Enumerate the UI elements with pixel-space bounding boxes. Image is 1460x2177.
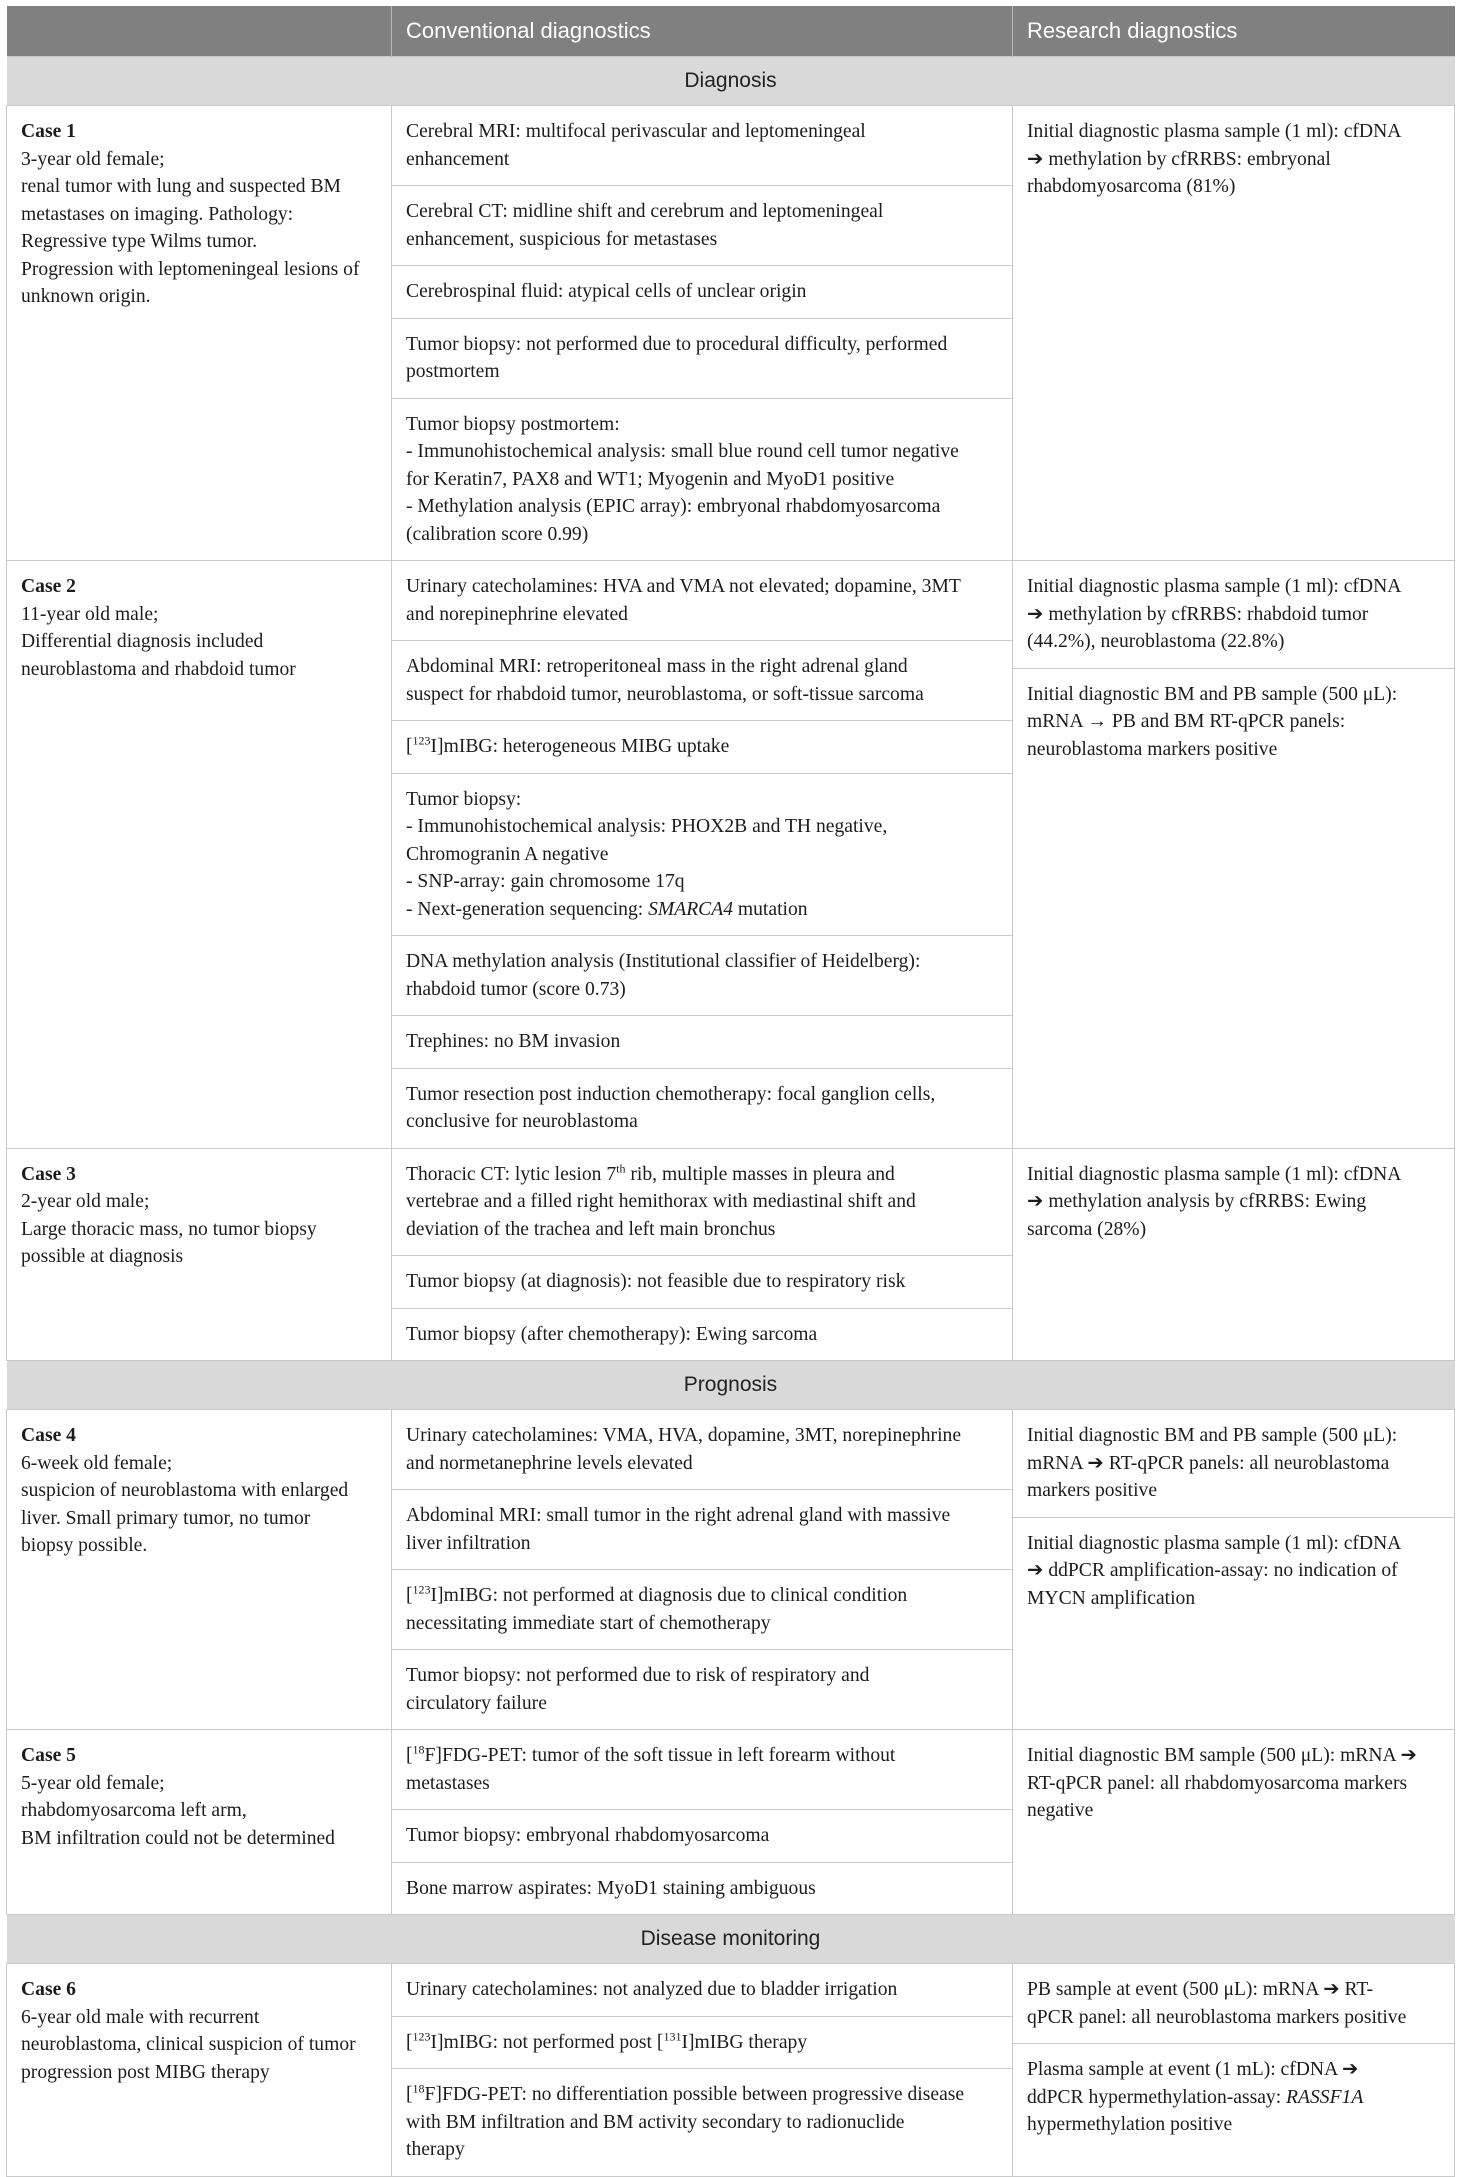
text-segment: enhancement <box>406 148 510 170</box>
text-segment: Cerebral CT: midline shift and cerebrum and leptomeningeal <box>406 201 884 222</box>
case-detail-line: Progression with leptomeningeal lesions of <box>21 258 360 280</box>
conventional-cell <box>392 1863 1012 1915</box>
case-detail-line: rhabdomyosarcoma left arm, <box>21 1800 247 1821</box>
case-detail-line: suspicion of neuroblastoma with enlarged <box>21 1480 349 1501</box>
text-segment: neuroblastoma markers positive <box>1027 738 1278 760</box>
text-line <box>1027 628 1440 656</box>
case-detail-line: BM infiltration could not be determined <box>21 1827 335 1849</box>
text-line <box>406 118 998 146</box>
case-row <box>7 106 1455 561</box>
text-segment: Cerebrospinal fluid: atypical cells of unclear origin <box>406 281 807 302</box>
text-line <box>406 521 998 549</box>
case-label: Case 6 <box>21 1979 76 2000</box>
text-segment: hypermethylation positive <box>1027 2114 1233 2135</box>
case-description <box>7 561 392 1149</box>
research-diagnostics <box>1013 1410 1455 1730</box>
text-line <box>406 1530 998 1558</box>
research-cell <box>1013 1149 1454 1256</box>
text-line <box>1027 1477 1440 1505</box>
text-line <box>406 1450 998 1478</box>
text-line <box>406 1108 998 1136</box>
case-detail-line: progression post MIBG therapy <box>21 2061 270 2083</box>
case-detail-line: renal tumor with lung and suspected BM <box>21 176 341 197</box>
text-line <box>1027 118 1440 146</box>
conventional-diagnostics <box>392 1410 1013 1730</box>
text-line <box>406 1976 998 2004</box>
case-label: Case 2 <box>21 576 76 597</box>
conventional-cell <box>392 1016 1012 1069</box>
text-line <box>406 948 998 976</box>
text-segment: deviation of the trachea and left main bronchus <box>406 1218 776 1240</box>
header-case <box>7 6 392 57</box>
case-row <box>7 1410 1455 1730</box>
case-detail-line: neuroblastoma and rhabdoid tumor <box>21 658 296 680</box>
section-row <box>7 1915 1455 1964</box>
conventional-cell <box>392 1810 1012 1863</box>
research-cell <box>1013 1518 1454 1625</box>
case-detail-line: biopsy possible. <box>21 1535 148 1556</box>
conventional-cell <box>392 561 1012 641</box>
text-segment: qPCR panel: all neuroblastoma markers positive <box>1027 2006 1407 2028</box>
conventional-cell <box>392 1570 1012 1650</box>
text-line <box>406 786 998 814</box>
text-line <box>406 1081 998 1109</box>
diagnostics-table <box>6 6 1455 2177</box>
conventional-cell <box>392 1410 1012 1490</box>
text-line <box>1027 146 1440 174</box>
text-segment: liver infiltration <box>406 1532 531 1554</box>
superscript: 131 <box>663 2028 682 2043</box>
text-segment: PB sample at event (500 μL): mRNA ➔ RT- <box>1027 1979 1374 2000</box>
case-label: Case 1 <box>21 121 76 142</box>
text-segment: Abdominal MRI: retroperitoneal mass in the right adrenal gland <box>406 656 908 677</box>
text-segment: F]FDG-PET: no differentiation possible between progressive disease <box>424 2084 965 2105</box>
text-segment: MYCN amplification <box>1027 1587 1196 1609</box>
text-segment: ➔ methylation by cfRRBS: rhabdoid tumor <box>1027 603 1369 625</box>
text-line <box>406 1875 998 1903</box>
gene-name: SMARCA4 <box>648 898 733 920</box>
text-segment: ddPCR hypermethylation-assay: <box>1027 2086 1287 2108</box>
text-segment: (44.2%), neuroblastoma (22.8%) <box>1027 631 1285 652</box>
text-segment: mRNA ➔ RT-qPCR panels: all neuroblastoma <box>1027 1452 1390 1474</box>
section-title: Disease monitoring <box>7 1915 1455 1964</box>
text-segment: Tumor biopsy: not performed due to risk of respiratory and <box>406 1665 870 1686</box>
case-description <box>7 1410 392 1730</box>
text-line <box>406 681 998 709</box>
research-diagnostics <box>1013 1964 1455 2177</box>
case-detail-line: 6-week old female; <box>21 1452 173 1474</box>
text-segment: RT-qPCR panel: all rhabdomyosarcoma markers <box>1027 1772 1408 1794</box>
text-segment: [ <box>406 2031 413 2053</box>
text-line <box>406 331 998 359</box>
case-detail-line: Differential diagnosis included <box>21 631 264 652</box>
text-segment: and norepinephrine elevated <box>406 603 628 625</box>
conventional-cell <box>392 1730 1012 1810</box>
text-segment: - Immunohistochemical analysis: small blue round cell tumor negative <box>406 441 959 462</box>
text-line <box>1027 1188 1440 1216</box>
superscript: 123 <box>412 2028 431 2043</box>
text-line <box>1027 2084 1440 2112</box>
text-segment: F]FDG-PET: tumor of the soft tissue in left forearm without <box>424 1745 896 1766</box>
text-line <box>1027 1797 1440 1825</box>
conventional-cell <box>392 1650 1012 1729</box>
text-segment: Cerebral MRI: multifocal perivascular and leptomeningeal <box>406 121 866 142</box>
case-label: Case 4 <box>21 1425 76 1446</box>
text-segment: rhabdomyosarcoma (81%) <box>1027 176 1236 197</box>
text-line <box>1027 1976 1440 2004</box>
table-header-row <box>7 6 1455 57</box>
text-line <box>406 1770 998 1798</box>
text-line <box>1027 573 1440 601</box>
table-body <box>7 57 1455 2177</box>
text-line <box>406 411 998 439</box>
text-line <box>1027 1585 1440 1613</box>
text-segment: I]mIBG therapy <box>681 2031 808 2053</box>
text-segment: mRNA → PB and BM RT-qPCR panels: <box>1027 711 1346 732</box>
text-segment: rib, multiple masses in pleura and <box>625 1163 895 1185</box>
case-row <box>7 1964 1455 2177</box>
conventional-cell <box>392 186 1012 266</box>
text-segment: mutation <box>733 898 808 920</box>
text-segment: Initial diagnostic plasma sample (1 ml): cfDNA <box>1027 1163 1402 1185</box>
case-detail-line: Regressive type Wilms tumor. <box>21 231 258 252</box>
text-segment: suspect for rhabdoid tumor, neuroblastoma, or soft-tissue sarcoma <box>406 683 924 705</box>
text-segment: Initial diagnostic plasma sample (1 ml): cfDNA <box>1027 1532 1402 1554</box>
text-segment: markers positive <box>1027 1480 1158 1501</box>
conventional-cell <box>392 1069 1012 1148</box>
superscript: 123 <box>412 1582 431 1597</box>
text-segment: circulatory failure <box>406 1692 547 1714</box>
text-segment: and normetanephrine levels elevated <box>406 1452 693 1474</box>
conventional-diagnostics <box>392 1148 1013 1361</box>
text-segment: therapy <box>406 2139 465 2160</box>
conventional-cell <box>392 399 1012 561</box>
conventional-cell <box>392 936 1012 1016</box>
research-diagnostics <box>1013 106 1455 561</box>
text-line <box>406 601 998 629</box>
text-line <box>1027 1557 1440 1585</box>
text-line <box>406 2081 998 2109</box>
text-segment: Tumor biopsy postmortem: <box>406 413 620 435</box>
text-segment: rhabdoid tumor (score 0.73) <box>406 978 626 1000</box>
conventional-diagnostics <box>392 1964 1013 2177</box>
text-line <box>406 1188 998 1216</box>
research-cell <box>1013 2044 1454 2151</box>
conventional-cell <box>392 2017 1012 2070</box>
text-line <box>406 976 998 1004</box>
text-line <box>406 1742 998 1770</box>
text-segment: I]mIBG: not performed at diagnosis due to clinical condition <box>430 1585 908 1606</box>
text-line <box>406 1502 998 1530</box>
section-row <box>7 1361 1455 1410</box>
text-line <box>1027 601 1440 629</box>
text-segment: for Keratin7, PAX8 and WT1; Myogenin and MyoD1 positive <box>406 468 895 490</box>
case-detail-line: 3-year old female; <box>21 148 165 170</box>
text-segment: sarcoma (28%) <box>1027 1218 1147 1240</box>
research-cell <box>1013 106 1454 213</box>
text-segment: Plasma sample at event (1 mL): cfDNA ➔ <box>1027 2059 1359 2080</box>
superscript: 123 <box>412 733 431 748</box>
text-line <box>1027 1216 1440 1244</box>
text-line <box>1027 1450 1440 1478</box>
case-description <box>7 1964 392 2177</box>
text-segment: ➔ methylation analysis by cfRRBS: Ewing <box>1027 1191 1367 1212</box>
text-line <box>406 2136 998 2164</box>
case-detail-line: liver. Small primary tumor, no tumor <box>21 1507 311 1529</box>
text-segment: ➔ methylation by cfRRBS: embryonal <box>1027 148 1331 170</box>
text-segment: Initial diagnostic plasma sample (1 ml): cfDNA <box>1027 121 1402 142</box>
text-segment: negative <box>1027 1800 1094 1821</box>
case-description <box>7 1730 392 1915</box>
text-segment: Tumor biopsy: embryonal rhabdomyosarcoma <box>406 1825 770 1846</box>
text-segment: Bone marrow aspirates: MyoD1 staining ambiguous <box>406 1877 816 1899</box>
text-segment: enhancement, suspicious for metastases <box>406 228 718 250</box>
case-detail-line: Large thoracic mass, no tumor biopsy <box>21 1218 317 1240</box>
text-line <box>406 1268 998 1296</box>
text-segment: [ <box>406 736 413 757</box>
case-detail-line: neuroblastoma, clinical suspicion of tumor <box>21 2034 356 2055</box>
text-segment: conclusive for neuroblastoma <box>406 1111 638 1132</box>
superscript: 18 <box>412 2081 425 2096</box>
text-line <box>406 896 998 924</box>
research-diagnostics <box>1013 561 1455 1149</box>
case-row <box>7 1148 1455 1361</box>
superscript: th <box>616 1160 626 1175</box>
text-line <box>406 868 998 896</box>
text-segment: Urinary catecholamines: VMA, HVA, dopamine, 3MT, norepinephrine <box>406 1425 962 1446</box>
text-segment: Initial diagnostic plasma sample (1 ml): cfDNA <box>1027 576 1402 597</box>
text-line <box>1027 1770 1440 1798</box>
research-cell <box>1013 1964 1454 2044</box>
text-segment: metastases <box>406 1772 490 1794</box>
conventional-cell <box>392 1256 1012 1309</box>
text-segment: Tumor biopsy (after chemotherapy): Ewing sarcoma <box>406 1323 818 1345</box>
header-research-diagnostics: Research diagnostics <box>1013 6 1455 57</box>
case-detail-line: possible at diagnosis <box>21 1246 184 1267</box>
case-description <box>7 106 392 561</box>
text-segment: necessitating immediate start of chemotherapy <box>406 1612 771 1634</box>
research-cell <box>1013 1730 1454 1837</box>
superscript: 18 <box>412 1742 425 1757</box>
text-segment: DNA methylation analysis (Institutional classifier of Heidelberg): <box>406 951 921 972</box>
conventional-cell <box>392 1309 1012 1361</box>
text-line <box>406 278 998 306</box>
case-detail-line: 2-year old male; <box>21 1191 150 1212</box>
case-detail-line: 5-year old female; <box>21 1772 165 1794</box>
text-line <box>1027 1742 1440 1770</box>
text-line <box>1027 736 1440 764</box>
text-segment: Tumor biopsy (at diagnosis): not feasible due to respiratory risk <box>406 1271 906 1292</box>
text-segment: Chromogranin A negative <box>406 843 609 865</box>
case-detail-line: 11-year old male; <box>21 603 159 625</box>
research-cell <box>1013 669 1454 776</box>
text-line <box>406 493 998 521</box>
text-line <box>406 1690 998 1718</box>
text-segment: - Immunohistochemical analysis: PHOX2B and TH negative, <box>406 816 888 837</box>
text-line <box>406 146 998 174</box>
header-conventional-diagnostics: Conventional diagnostics <box>392 6 1013 57</box>
section-row <box>7 57 1455 106</box>
case-row <box>7 561 1455 1149</box>
text-segment: [ <box>406 1585 413 1606</box>
text-line <box>406 2029 998 2057</box>
text-segment: with BM infiltration and BM activity secondary to radionuclide <box>406 2111 905 2133</box>
case-detail-line: 6-year old male with recurrent <box>21 2006 260 2028</box>
conventional-cell <box>392 266 1012 319</box>
gene-name: RASSF1A <box>1286 2086 1364 2108</box>
text-segment: [ <box>406 1745 413 1766</box>
text-line <box>406 573 998 601</box>
text-segment: Tumor biopsy: <box>406 788 522 810</box>
text-line <box>1027 2111 1440 2139</box>
research-cell <box>1013 1410 1454 1518</box>
text-line <box>1027 1422 1440 1450</box>
text-line <box>1027 1530 1440 1558</box>
text-line <box>406 1028 998 1056</box>
text-line <box>1027 173 1440 201</box>
text-segment: I]mIBG: heterogeneous MIBG uptake <box>430 736 730 757</box>
text-segment: ➔ ddPCR amplification-assay: no indication of <box>1027 1560 1398 1581</box>
text-segment: Urinary catecholamines: HVA and VMA not elevated; dopamine, 3MT <box>406 576 961 597</box>
text-segment: I]mIBG: not performed post [ <box>430 2031 664 2053</box>
text-line <box>406 733 998 761</box>
conventional-cell <box>392 1490 1012 1570</box>
text-line <box>406 226 998 254</box>
text-segment: [ <box>406 2084 413 2105</box>
text-line <box>406 1610 998 1638</box>
conventional-cell <box>392 319 1012 399</box>
text-segment: Initial diagnostic BM and PB sample (500 μL): <box>1027 1425 1398 1446</box>
text-segment: - Methylation analysis (EPIC array): embryonal rhabdomyosarcoma <box>406 496 941 517</box>
text-segment: Initial diagnostic BM sample (500 μL): mRNA ➔ <box>1027 1745 1417 1766</box>
text-line <box>1027 708 1440 736</box>
text-line <box>406 1662 998 1690</box>
text-line <box>406 841 998 869</box>
text-line <box>406 1216 998 1244</box>
case-description <box>7 1148 392 1361</box>
text-line <box>1027 681 1440 709</box>
text-segment: postmortem <box>406 361 500 382</box>
conventional-cell <box>392 721 1012 774</box>
text-line <box>1027 2056 1440 2084</box>
case-row <box>7 1730 1455 1915</box>
text-line <box>406 2109 998 2137</box>
conventional-cell <box>392 106 1012 186</box>
text-segment: Tumor resection post induction chemotherapy: focal ganglion cells, <box>406 1083 936 1105</box>
text-line <box>406 1822 998 1850</box>
text-segment: vertebrae and a filled right hemithorax with mediastinal shift and <box>406 1191 916 1212</box>
research-diagnostics <box>1013 1148 1455 1361</box>
text-line <box>406 198 998 226</box>
text-segment: (calibration score 0.99) <box>406 523 589 545</box>
text-line <box>1027 2004 1440 2032</box>
text-line <box>406 358 998 386</box>
case-detail-line: metastases on imaging. Pathology: <box>21 203 294 225</box>
text-segment: - SNP-array: gain chromosome 17q <box>406 871 685 892</box>
section-title: Prognosis <box>7 1361 1455 1410</box>
case-label: Case 5 <box>21 1745 76 1766</box>
text-line <box>406 1161 998 1189</box>
conventional-diagnostics <box>392 561 1013 1149</box>
text-segment: Urinary catecholamines: not analyzed due to bladder irrigation <box>406 1979 898 2000</box>
text-segment: Initial diagnostic BM and PB sample (500 μL): <box>1027 683 1398 705</box>
text-segment: Thoracic CT: lytic lesion 7 <box>406 1163 617 1185</box>
research-cell <box>1013 561 1454 669</box>
text-line <box>1027 1161 1440 1189</box>
conventional-cell <box>392 774 1012 937</box>
research-diagnostics <box>1013 1730 1455 1915</box>
text-line <box>406 653 998 681</box>
conventional-diagnostics <box>392 1730 1013 1915</box>
text-segment: - Next-generation sequencing: <box>406 898 649 920</box>
text-line <box>406 813 998 841</box>
text-segment: Abdominal MRI: small tumor in the right adrenal gland with massive <box>406 1505 951 1526</box>
text-line <box>406 1321 998 1349</box>
conventional-diagnostics <box>392 106 1013 561</box>
case-label: Case 3 <box>21 1163 76 1185</box>
conventional-cell <box>392 2069 1012 2176</box>
text-line <box>406 1422 998 1450</box>
case-detail-line: unknown origin. <box>21 286 151 307</box>
text-line <box>406 466 998 494</box>
text-line <box>406 438 998 466</box>
text-line <box>406 1582 998 1610</box>
text-segment: Trephines: no BM invasion <box>406 1031 621 1052</box>
section-title: Diagnosis <box>7 57 1455 106</box>
conventional-cell <box>392 641 1012 721</box>
text-segment: Tumor biopsy: not performed due to procedural difficulty, performed <box>406 333 948 355</box>
conventional-cell <box>392 1149 1012 1257</box>
conventional-cell <box>392 1964 1012 2017</box>
